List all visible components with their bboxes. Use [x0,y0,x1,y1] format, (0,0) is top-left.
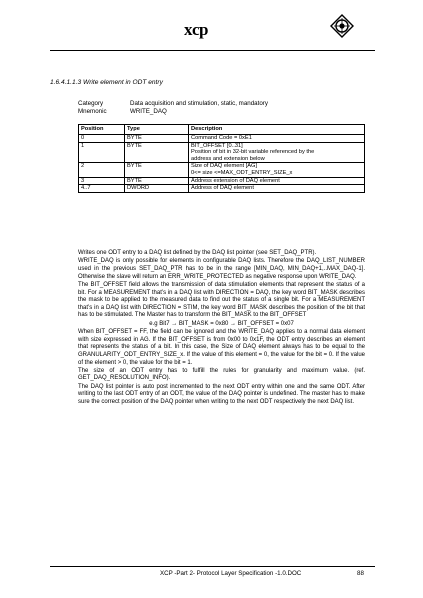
cell-type: DWORD [125,185,189,193]
parameter-table [78,124,365,193]
header-position: Position [79,125,125,135]
cell-description [189,142,365,163]
mnemonic-row [78,108,167,115]
cell-position: 3 [79,177,125,185]
cell-description [189,177,365,185]
table-row [79,142,365,163]
paragraph-intro: Writes one ODT entry to a DAQ list defined by the DAQ list pointer (see SET_DAQ_PTR). [78,250,317,256]
table-row [79,185,365,193]
category-key: Category [78,100,104,107]
category-value: Data acquisition and stimulation, static, mandatory [130,100,268,107]
xcp-logo [184,22,246,38]
cell-type: BYTE [125,135,189,143]
cell-type: BYTE [125,142,189,163]
description-line: 0<= size <=MAX_ODT_ENTRY_SIZE_x [191,169,293,176]
cell-position: 4..7 [79,185,125,193]
cell-type: BYTE [125,163,189,177]
footer-document-title: XCP -Part 2- Protocol Layer Specification -1.0.DOC [160,570,302,577]
table-header-row [79,125,365,135]
description-line: Size of DAQ element [AG] [191,163,258,170]
cell-type: BYTE [125,177,189,185]
cell-description [189,163,365,177]
mnemonic-key: Mnemonic [78,108,107,115]
paragraph-configurable: WRITE_DAQ is only possible for elements in configurable DAQ lists. Therefore the DAQ_LIST_NUMBER used in the previous SET_DAQ_PTR has to be in the range [MIN_DAQ, MIN_DAQ+1,..MAX_DAQ-1]. Otherwise the slave will return an ERR_WRITE_PROTECTED as negative response upon WRITE_DAQ. [78,258,365,280]
logo-text: xcp [184,20,208,39]
header-description: Description [189,125,365,135]
header-type: Type [125,125,189,135]
cell-description [189,135,365,143]
paragraph-entry-size: The size of an ODT entry has to fulfill the rules for granularity and maximum value. (ref. GET_DAQ_RESOLUTION_INFO). [78,367,365,382]
table-row [79,177,365,185]
description-line: Command Code = 0xE1 [191,135,252,141]
bit-offset-example: e.g Bit7 → BIT_MASK = 0x80 → BIT_OFFSET = 0x07 [149,320,294,327]
description-line: BIT_OFFSET [0..31] [191,142,243,149]
section-heading: 1.6.4.1.1.3 Write element in ODT entry [50,79,163,86]
diamond-emblem-icon [330,14,354,38]
body-text [78,250,365,407]
paragraph-bit-offset: The BIT_OFFSET field allows the transmission of data stimulation elements that represent the status of a bit. For a MEASUREMENT that’s in a DAQ list with DIRECTION = DAQ, the key word BIT_MASK describes the mask to be applied to the measured data to find out the status of a single bit. For a MEASUREMENT that’s in a DAQ list with DIRECTION = STIM, the key word BIT_MASK describes the position of the bit that has to be stimulated. The Master has to transform the BIT_MASK to the BIT_OFFSET [78,281,365,319]
cell-description [189,185,365,193]
description-line: Address of DAQ element [191,185,254,192]
paragraph-bit-offset-ff: When BIT_OFFSET = FF, the field can be ignored and the WRITE_DAQ applies to a normal data element with size expressed in AG. If the BIT_OFFSET is from 0x00 to 0x1F, the ODT entry describes an element that represents the status of a bit. In this case, the Size of DAQ element always has to be equal to the GRANULARITY_ODT_ENTRY_SIZE_x. If the value of this element = 0, the value for the bit = 0. If the value of the element > 0, the value for the bit = 1. [78,329,365,366]
mnemonic-value: WRITE_DAQ [130,108,167,115]
footer-rule [50,566,375,567]
paragraph-daq-pointer: The DAQ list pointer is auto post incremented to the next ODT entry within one and the same ODT. After writing to the last ODT entry of an ODT, the value of the DAQ pointer is undefined. The master has to make sure the correct position of the DAQ pointer when writing to the next ODT respectively the next DAQ list. [78,383,365,406]
table-row [79,135,365,143]
description-line: address and extension below [191,155,265,162]
page-number: 88 [357,570,364,577]
cell-position: 1 [79,142,125,163]
cell-position: 0 [79,135,125,143]
description-line: Position of bit in 32-bit variable referenced by the [191,149,315,156]
table-row [79,163,365,177]
header-rule [50,50,375,51]
category-row [78,100,268,107]
description-line: Address extension of DAQ element [191,177,280,184]
cell-position: 2 [79,163,125,177]
